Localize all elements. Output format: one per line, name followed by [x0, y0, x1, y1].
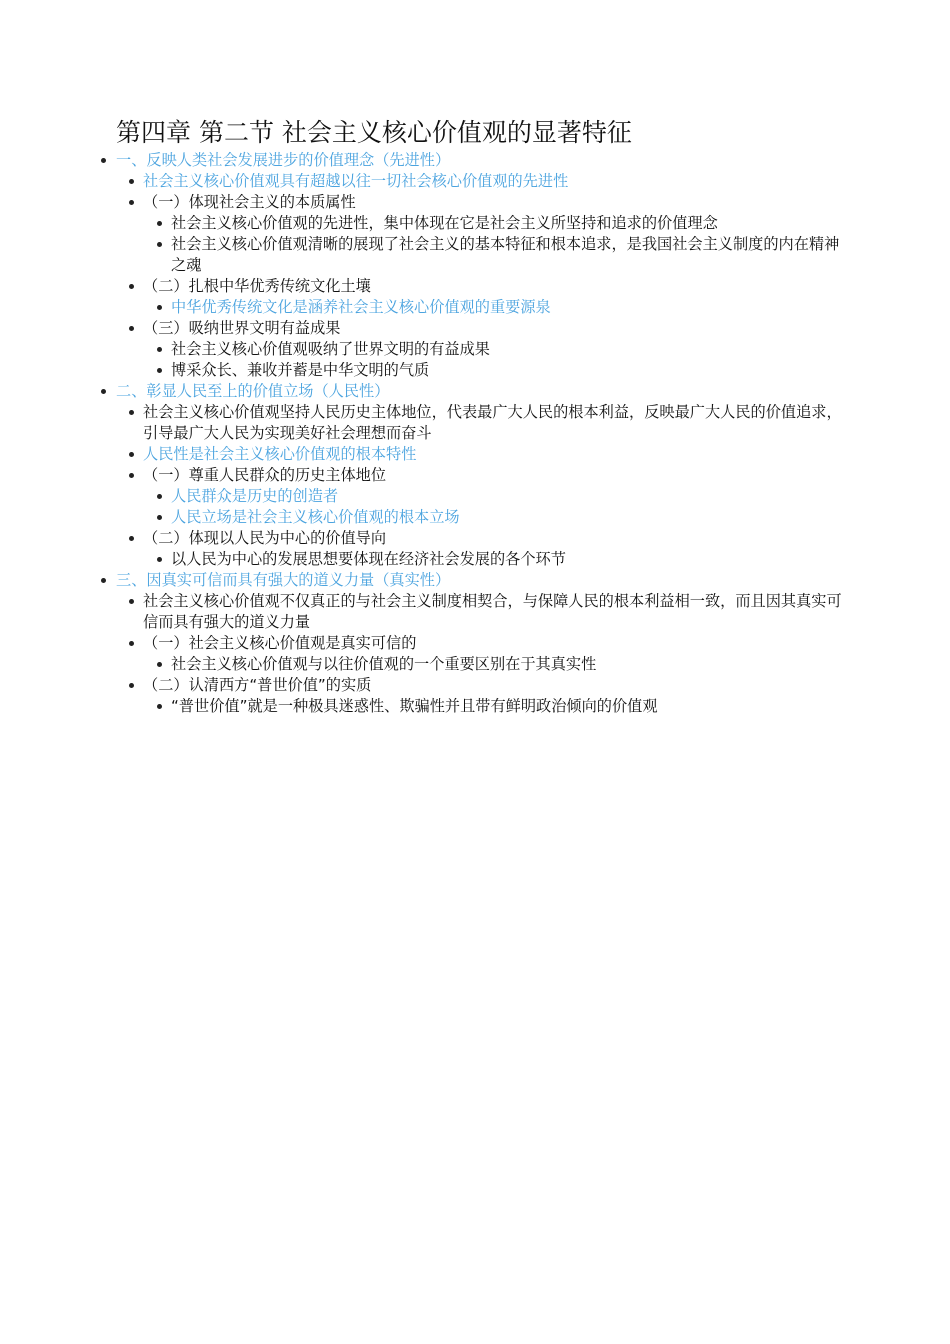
bullet-icon [157, 305, 162, 310]
outline-item [0, 528, 843, 549]
bullet-icon [157, 704, 162, 709]
page-title: 第四章 第二节 社会主义核心价值观的显著特征 [116, 118, 632, 147]
bullet-icon [129, 473, 134, 478]
outline-item-text: 三、因真实可信而具有强大的道义力量（真实性） [116, 571, 451, 589]
bullet-icon [157, 494, 162, 499]
outline-item-text: （二）体现以人民为中心的价值导向 [143, 529, 386, 547]
bullet-icon [129, 326, 134, 331]
bullet-icon [129, 452, 134, 457]
bullet-icon [101, 578, 106, 583]
outline-item [0, 444, 843, 465]
bullet-icon [129, 179, 134, 184]
outline-item [0, 486, 841, 507]
outline-item-text: 人民群众是历史的创造者 [171, 487, 339, 505]
outline-item [0, 297, 841, 318]
bullet-icon [129, 200, 134, 205]
outline-item [0, 171, 843, 192]
outline-item [0, 507, 841, 528]
outline-item [0, 465, 843, 486]
outline-item-text: （一）社会主义核心价值观是真实可信的 [143, 634, 417, 652]
bullet-icon [101, 389, 106, 394]
outline-item-text: 社会主义核心价值观清晰的展现了社会主义的基本特征和根本追求，是我国社会主义制度的内在精神之魂 [171, 235, 840, 274]
outline-item [0, 318, 843, 339]
outline-item [0, 654, 841, 675]
bullet-icon [129, 683, 134, 688]
bullet-icon [157, 557, 162, 562]
outline-item-text: 博采众长、兼收并蓄是中华文明的气质 [171, 361, 430, 379]
outline-item-text: 一、反映人类社会发展进步的价值理念（先进性） [116, 151, 451, 169]
bullet-icon [129, 641, 134, 646]
outline-item [0, 402, 843, 444]
outline-item-text: 人民性是社会主义核心价值观的根本特性 [143, 445, 417, 463]
outline-item-text: 社会主义核心价值观与以往价值观的一个重要区别在于其真实性 [171, 655, 597, 673]
bullet-icon [129, 410, 134, 415]
bullet-icon [157, 515, 162, 520]
outline-item-text: 社会主义核心价值观具有超越以往一切社会核心价值观的先进性 [143, 172, 569, 190]
bullet-icon [129, 284, 134, 289]
outline-item-text: 社会主义核心价值观坚持人民历史主体地位，代表最广大人民的根本利益，反映最广大人民的价值追求，引导最广大人民为实现美好社会理想而奋斗 [143, 403, 842, 442]
bullet-icon [101, 158, 106, 163]
outline-list [0, 150, 950, 717]
outline-item [0, 234, 841, 276]
outline-item [0, 339, 841, 360]
outline-item-text: （二）认清西方“普世价值”的实质 [143, 676, 372, 694]
bullet-icon [157, 347, 162, 352]
outline-item-text: （二）扎根中华优秀传统文化土壤 [143, 277, 371, 295]
bullet-icon [129, 599, 134, 604]
outline-item [0, 150, 950, 171]
outline-item [0, 213, 841, 234]
bullet-icon [157, 662, 162, 667]
outline-item [0, 591, 843, 633]
outline-item-text: 二、彰显人民至上的价值立场（人民性） [116, 382, 390, 400]
outline-item-text: （一）体现社会主义的本质属性 [143, 193, 356, 211]
outline-item [0, 570, 950, 591]
bullet-icon [157, 368, 162, 373]
outline-item [0, 360, 841, 381]
outline-item [0, 381, 950, 402]
outline-item-text: 社会主义核心价值观的先进性，集中体现在它是社会主义所坚持和追求的价值理念 [171, 214, 718, 232]
outline-item [0, 696, 841, 717]
bullet-icon [157, 221, 162, 226]
outline-item-text: 社会主义核心价值观吸纳了世界文明的有益成果 [171, 340, 490, 358]
outline-item [0, 675, 843, 696]
outline-item [0, 276, 843, 297]
outline-item-text: 中华优秀传统文化是涵养社会主义核心价值观的重要源泉 [171, 298, 551, 316]
outline-item-text: （一）尊重人民群众的历史主体地位 [143, 466, 386, 484]
outline-item-text: （三）吸纳世界文明有益成果 [143, 319, 341, 337]
bullet-icon [157, 242, 162, 247]
outline-item [0, 549, 841, 570]
outline-item-text: 社会主义核心价值观不仅真正的与社会主义制度相契合，与保障人民的根本利益相一致，而且因其真实可信而具有强大的道义力量 [143, 592, 842, 631]
outline-item-text: “普世价值”就是一种极具迷惑性、欺骗性并且带有鲜明政治倾向的价值观 [171, 697, 658, 715]
outline-item-text: 以人民为中心的发展思想要体现在经济社会发展的各个环节 [171, 550, 566, 568]
outline-item [0, 633, 843, 654]
bullet-icon [129, 536, 134, 541]
outline-item-text: 人民立场是社会主义核心价值观的根本立场 [171, 508, 460, 526]
outline-item [0, 192, 843, 213]
